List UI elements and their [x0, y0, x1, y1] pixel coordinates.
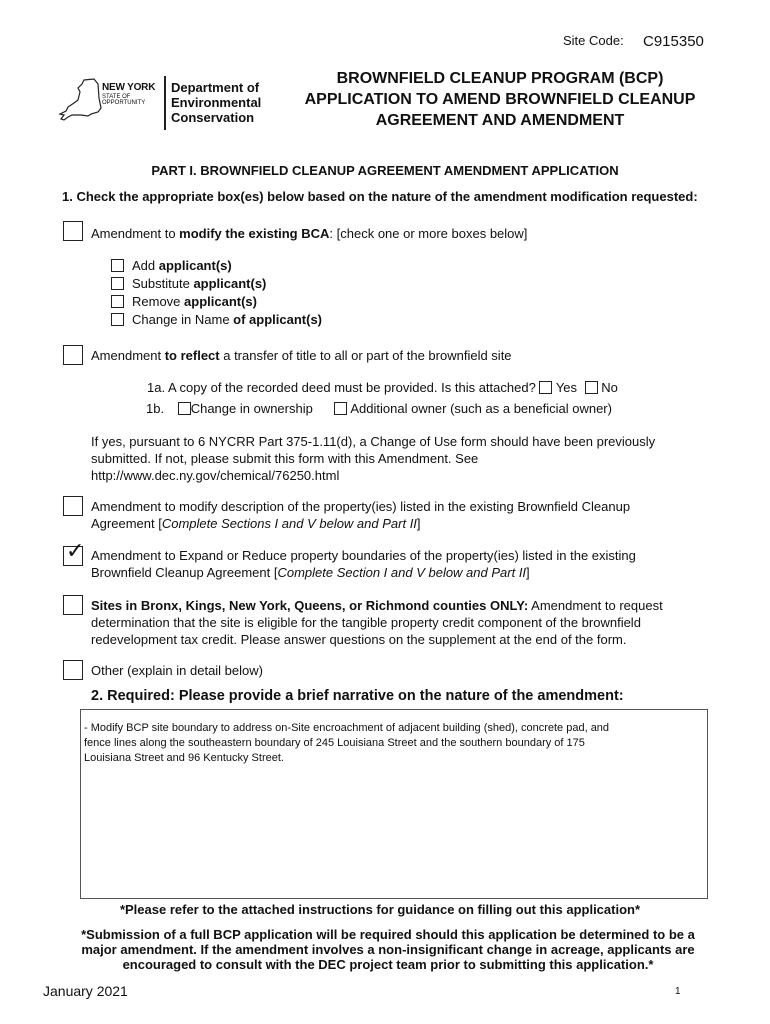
remove-applicant-checkbox[interactable]	[111, 295, 124, 308]
title-line-3: AGREEMENT AND AMENDMENT	[375, 112, 625, 129]
change-name-option: Change in Name of applicant(s)	[111, 311, 322, 329]
change-of-use-note: If yes, pursuant to 6 NYCRR Part 375-1.11(d), a Change of Use form should have been previously submitted. If not, please submit this form with this Amendment. See http://www.dec.ny.gov/chemical/76250.html	[91, 434, 656, 483]
page-number: 1	[675, 986, 681, 997]
expand-reduce-checkbox[interactable]	[63, 539, 85, 566]
logo-opportunity: OPPORTUNITY	[102, 100, 146, 106]
form-date: January 2021	[43, 983, 128, 999]
nys-dec-logo	[58, 74, 268, 132]
transfer-title-checkbox[interactable]	[63, 345, 83, 365]
narrative-text: - Modify BCP site boundary to address on-Site encroachment of adjacent building (shed), concrete pad, and fence lines along the southeastern boundary of 245 Louisiana Street and the southern boundary of 175 Louisiana Street and 96 Kentucky Street.	[84, 722, 610, 764]
expand-reduce-label: Amendment to Expand or Reduce property boundaries of the property(ies) listed in the existing Brownfield Cleanup Agreement [Complete Section I and V below and Part II]	[91, 548, 636, 580]
substitute-applicant-option: Substitute applicant(s)	[111, 275, 322, 293]
question-1a: 1a. A copy of the recorded deed must be provided. Is this attached? Yes No	[147, 380, 618, 395]
site-code-label: Site Code:	[563, 33, 624, 48]
applicant-options	[111, 257, 322, 329]
other-checkbox[interactable]	[63, 660, 83, 680]
full-application-warning: *Submission of a full BCP application will be required should this application be determined to be a major amendment. If the amendment involves a non-insignificant change in acreage, applicants are encouraged to consult with the DEC project team prior to submitting this application.*	[81, 927, 695, 972]
question-1: 1. Check the appropriate box(es) below based on the nature of the amendment modification requested:	[62, 189, 698, 204]
logo-state-of: STATE OF	[102, 94, 131, 100]
modify-description-label: Amendment to modify description of the property(ies) listed in the existing Brownfield Cleanup Agreement [Complete Sections I and V below and Part II]	[91, 499, 631, 531]
modify-bca-checkbox[interactable]	[63, 221, 83, 241]
change-ownership-checkbox[interactable]	[178, 402, 191, 415]
nyc-sites-checkbox[interactable]	[63, 595, 83, 615]
title-line-1: BROWNFIELD CLEANUP PROGRAM (BCP)	[336, 70, 664, 87]
add-applicant-checkbox[interactable]	[111, 259, 124, 272]
logo-divider	[164, 76, 166, 130]
modify-description-checkbox[interactable]	[63, 496, 83, 516]
title-line-2: APPLICATION TO AMEND BROWNFIELD CLEANUP	[304, 91, 696, 108]
new-york-state-outline-icon	[58, 78, 104, 122]
checkmark-icon: ✓	[66, 539, 85, 564]
additional-owner-checkbox[interactable]	[334, 402, 347, 415]
site-code-value: C915350	[643, 33, 704, 50]
narrative-textarea[interactable]	[80, 709, 708, 899]
nyc-sites-label: Sites in Bronx, Kings, New York, Queens, or Richmond counties ONLY: Amendment to request determination that the site is eligible for the tangible property credit component of the brownfield redevelopment tax credit. Please answer questions on the supplement at the end of the form.	[91, 598, 663, 647]
remove-applicant-option: Remove applicant(s)	[111, 293, 322, 311]
other-label: Other (explain in detail below)	[91, 663, 263, 678]
part1-heading: PART I. BROWNFIELD CLEANUP AGREEMENT AMENDMENT APPLICATION	[151, 163, 619, 178]
logo-dept-line1: Department of	[171, 80, 260, 95]
logo-state-name: NEW YORK	[102, 82, 156, 93]
substitute-applicant-checkbox[interactable]	[111, 277, 124, 290]
modify-bca-label: Amendment to modify the existing BCA: [check one or more boxes below]	[91, 226, 528, 241]
logo-dept-line2: Environmental	[171, 95, 262, 110]
question-2: 2. Required: Please provide a brief narrative on the nature of the amendment:	[91, 688, 624, 704]
logo-dept-line3: Conservation	[171, 110, 255, 125]
change-name-checkbox[interactable]	[111, 313, 124, 326]
transfer-title-label: Amendment to reflect a transfer of title to all or part of the brownfield site	[91, 348, 512, 363]
deed-no-checkbox[interactable]	[585, 381, 598, 394]
deed-yes-checkbox[interactable]	[539, 381, 552, 394]
instructions-note: *Please refer to the attached instructions for guidance on filling out this application*	[119, 902, 641, 917]
change-of-use-link[interactable]: http://www.dec.ny.gov/chemical/76250.html	[91, 468, 340, 483]
add-applicant-option: Add applicant(s)	[111, 257, 322, 275]
question-1b: 1b. Change in ownership Additional owner (such as a beneficial owner)	[146, 401, 612, 416]
form-title	[280, 68, 720, 131]
